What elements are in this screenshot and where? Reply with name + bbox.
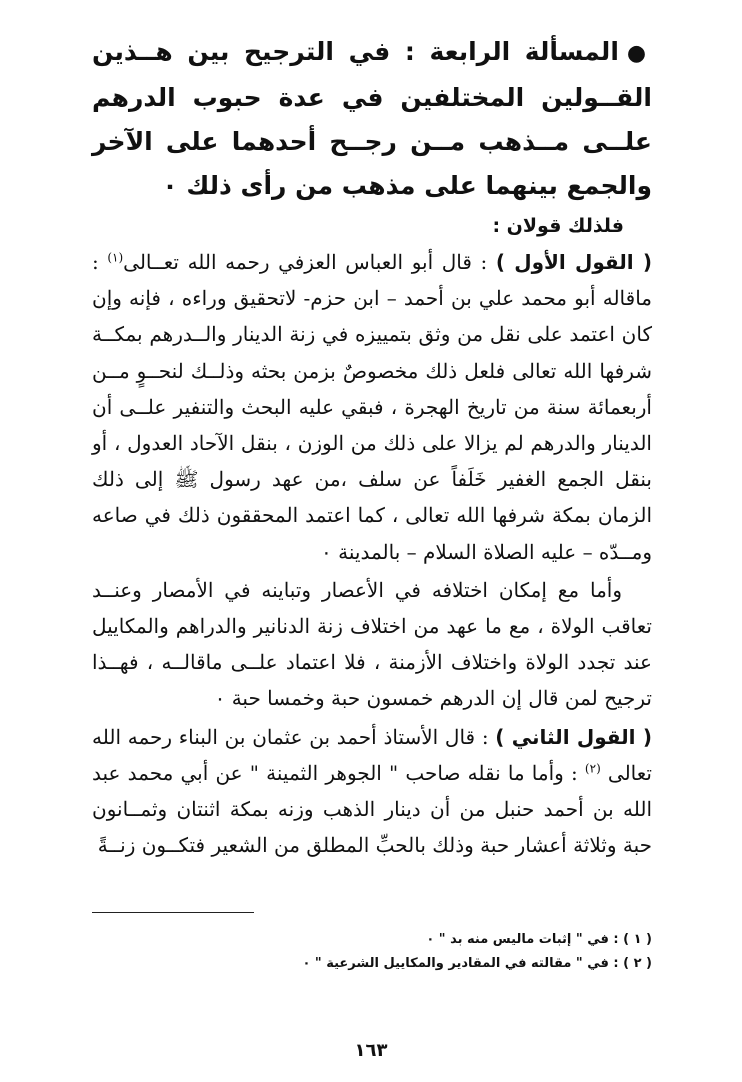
- footnotes: [92, 928, 652, 976]
- footnote-ref-2: (٢): [584, 761, 601, 776]
- first-opinion-text: : ماقاله أبو محمد علي بن أحمد – ابن حزم- لاتحقيق وراءه ، فإنه وإن كان اعتمد على نقل من وثق بتمييزه في زنة الدينار والــدرهم بمكــة شرفها الله تعالى فلعل ذلك مخصوصٌ بزمن بحثه وذلــك لنحــوٍ مــن أربعمائة سنة من تاريخ الهجرة ، فبقي عليه البحث والتنفير علــى أن الدينار والدرهم لم يزالا على ذلك من الوزن ، بنقل الآحاد العدول ، أو بنقل الجمع الغفير خَلَفاً عن سلف ،من عهد رسول ﷺ إلى ذلك الزمان بمكة شرفها الله تعالى ، كما اعتمد المحققون ذلك في صاعه ومــدّه – عليه الصلاة السلام – بالمدينة ٠: [92, 250, 652, 564]
- page-body: [92, 30, 652, 863]
- footnote-1: ( ١ ) : في " إثبات ماليس منه بد " ٠: [426, 932, 652, 947]
- second-opinion-paragraph: [92, 719, 652, 864]
- page-number: ١٦٣: [354, 1040, 388, 1061]
- first-opinion-intro: : قال أبو العباس العزفي رحمه الله تعــالى: [123, 250, 496, 274]
- second-opinion-label: ( القول الثاني ): [495, 724, 652, 749]
- second-paragraph: وأما مع إمكان اختلافه في الأعصار وتباينه في الأمصار وعنــد تعاقب الولاة ، مع ما عهد من اختلاف زنة الدنانير والدراهم والمكاييل عند تجدد الولاة واختلاف الأزمنة ، فلا اعتماد علــى ماقالــه ، فهــذا ترجيح لمن قال إن الدرهم خمسون حبة وخمسا حبة ٠: [92, 577, 652, 711]
- subheading: فلذلك قولان :: [492, 215, 624, 237]
- bullet-icon: ●: [626, 41, 652, 66]
- footnote-ref-1: (١): [107, 250, 124, 265]
- footnote-2: ( ٢ ) : في " مقالته في المقادير والمكاييل الشرعية " ٠: [302, 956, 652, 971]
- heading-text: المسألة الرابعة : في الترجيح بين هــذين القــولين المختلفين في عدة حبوب الدرهم علــى مــذهب مــن رجــح أحدهما على الآخر والجمع بينهما على مذهب من رأى ذلك ٠: [92, 37, 652, 200]
- section-heading: [92, 30, 652, 208]
- first-opinion-label: ( القول الأول ): [495, 250, 652, 274]
- footnote-divider: [92, 912, 254, 913]
- first-opinion-paragraph: [92, 244, 652, 570]
- second-opinion-intro: : قال الأستاذ أحمد بن عثمان بن البناء رحمه الله تعالى: [92, 724, 652, 785]
- second-opinion-text: : وأما ما نقله صاحب " الجوهر الثمينة " عن أبي محمد عبد الله بن أحمد حنبل من أن دينار الذهب وزنه بمكة اثنتان وثمــانون حبة وثلاثة أعشار حبة وذلك بالحبِّ المطلق من الشعير فتكــون زنــةً: [92, 760, 652, 858]
